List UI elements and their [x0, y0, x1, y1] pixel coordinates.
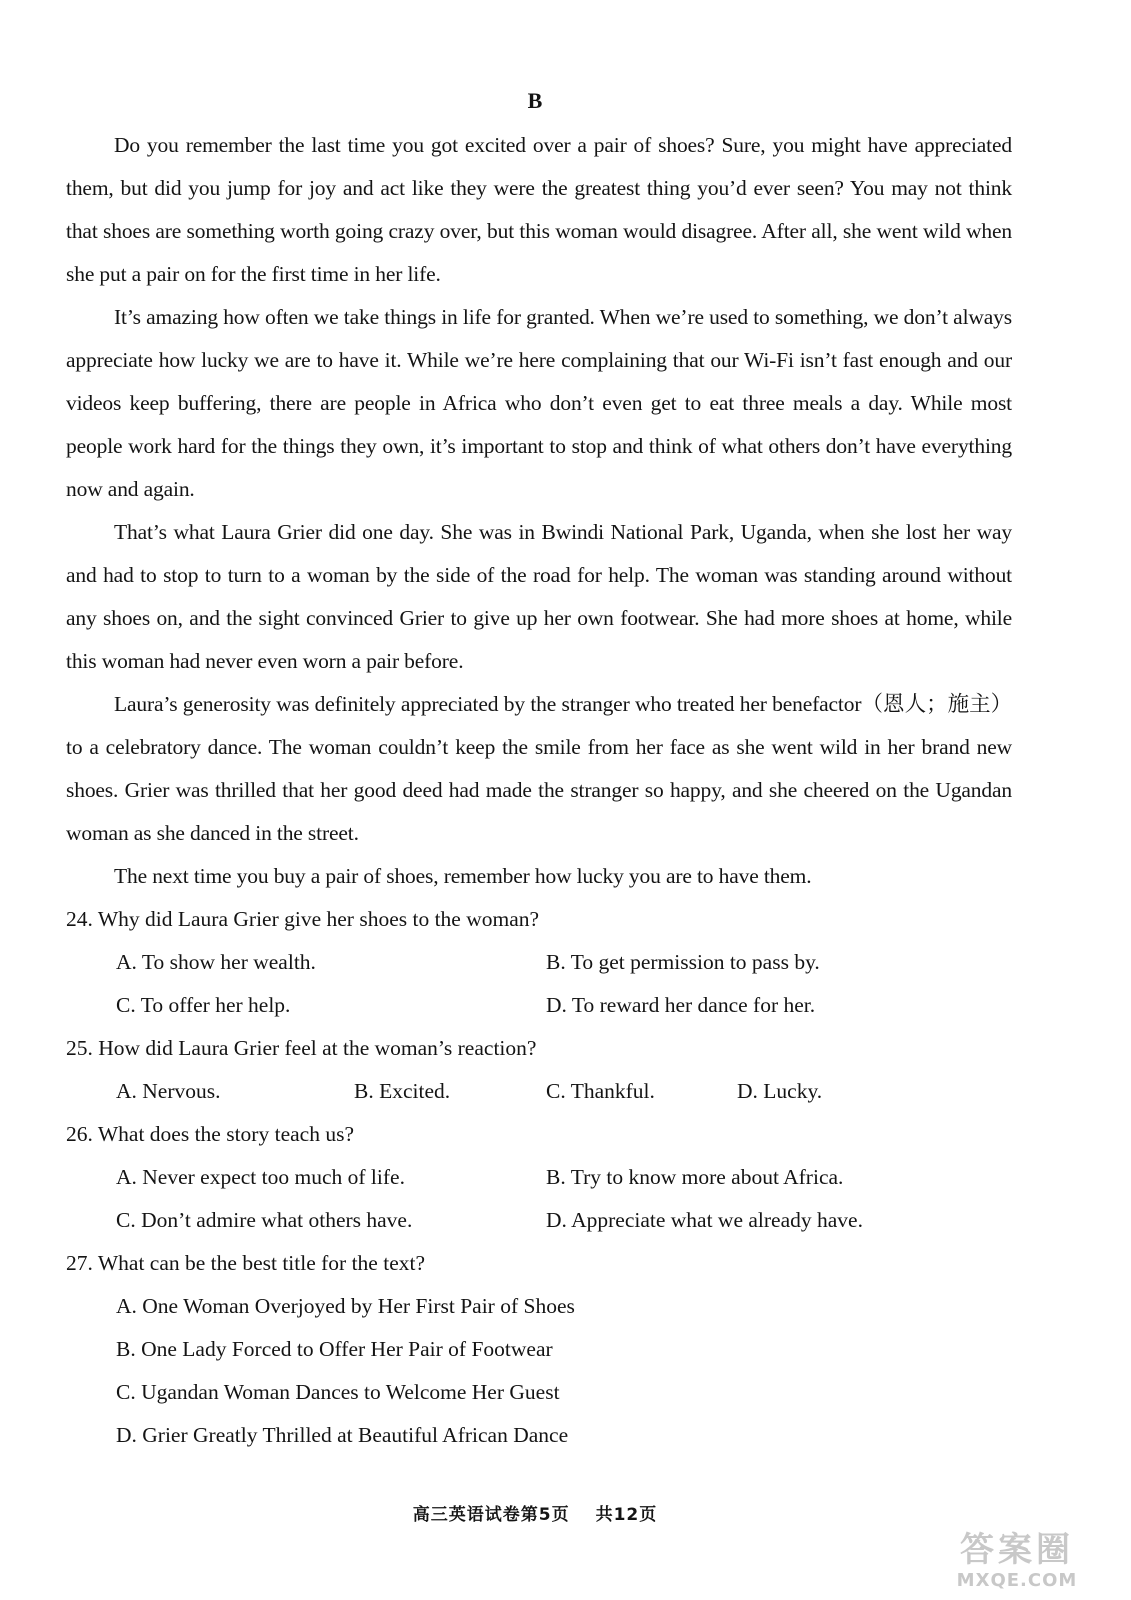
option-row: [66, 1070, 1012, 1113]
passage-paragraph: Do you remember the last time you got excited over a pair of shoes? Sure, you might have appreciated them, but did you jump for joy and act like they were the greatest thing you’d ever seen? You may not think that shoes are something worth going crazy over, but this woman would disagree. After all, she went wild when she put a pair on for the first time in her life.: [66, 133, 1012, 286]
option-c: C. Thankful.: [546, 1079, 655, 1103]
watermark-site: MXQE.COM: [956, 1570, 1078, 1591]
watermark-logo: [917, 1530, 1117, 1592]
option-a: A. Never expect too much of life.: [116, 1165, 405, 1189]
option-b: B. Excited.: [354, 1079, 451, 1103]
option-row: [66, 984, 1012, 1027]
reading-passage: [66, 124, 1012, 898]
question-list: [66, 898, 1012, 1457]
page-total: 共12页: [595, 1505, 658, 1525]
option-row: [66, 1156, 1012, 1199]
question-stem: 25. How did Laura Grier feel at the woman’s reaction?: [66, 1036, 537, 1060]
option-d: D. Grier Greatly Thrilled at Beautiful African Dance: [116, 1423, 569, 1447]
option-row: [66, 1199, 1012, 1242]
question-stem: 27. What can be the best title for the text?: [66, 1251, 426, 1275]
question-stem: 24. Why did Laura Grier give her shoes to the woman?: [66, 907, 540, 931]
question-25: [66, 1027, 1012, 1113]
option-c: C. To offer her help.: [116, 993, 291, 1017]
page-footer: [0, 1500, 1070, 1525]
question-26: [66, 1113, 1012, 1242]
option-d: D. Appreciate what we already have.: [546, 1208, 863, 1232]
option-b: B. To get permission to pass by.: [546, 950, 820, 974]
option-a: A. Nervous.: [116, 1079, 221, 1103]
option-a: A. One Woman Overjoyed by Her First Pair of Shoes: [116, 1294, 575, 1318]
question-27: [66, 1242, 1012, 1457]
option-a: A. To show her wealth.: [116, 950, 316, 974]
passage-paragraph: It’s amazing how often we take things in life for granted. When we’re used to something, we don’t always appreciate how lucky we are to have it. While we’re here complaining that our Wi-Fi isn’t fast enough and our videos keep buffering, there are people in Africa who don’t even get to eat three meals a day. While most people work hard for the things they own, it’s important to stop and think of what others don’t have everything now and again.: [66, 305, 1012, 501]
question-24: [66, 898, 1012, 1027]
option-c: C. Ugandan Woman Dances to Welcome Her Guest: [116, 1380, 560, 1404]
option-b: B. Try to know more about Africa.: [546, 1165, 844, 1189]
passage-paragraph: The next time you buy a pair of shoes, remember how lucky you are to have them.: [114, 864, 812, 888]
passage-paragraph: That’s what Laura Grier did one day. She was in Bwindi National Park, Uganda, when she lost her way and had to stop to turn to a woman by the side of the road for help. The woman was standing around without any shoes on, and the sight convinced Grier to give up her own footwear. She had more shoes at home, while this woman had never even worn a pair before.: [66, 520, 1012, 673]
question-stem: 26. What does the story teach us?: [66, 1122, 354, 1146]
watermark-text: 答案圈: [960, 1530, 1074, 1570]
page-number: 高三英语试卷第5页: [412, 1505, 570, 1525]
option-row: [66, 941, 1012, 984]
option-c: C. Don’t admire what others have.: [116, 1208, 413, 1232]
option-b: B. One Lady Forced to Offer Her Pair of Footwear: [116, 1337, 553, 1361]
section-label: B: [527, 88, 543, 113]
option-d: D. To reward her dance for her.: [546, 993, 816, 1017]
passage-paragraph: Laura’s generosity was definitely appreciated by the stranger who treated her benefactor（恩人；施主）to a celebratory dance. The woman couldn’t keep the smile from her face as she went wild in her brand new shoes. Grier was thrilled that her good deed had made the stranger so happy, and she cheered on the Ugandan woman as she danced in the street.: [66, 692, 1012, 845]
option-d: D. Lucky.: [737, 1079, 823, 1103]
